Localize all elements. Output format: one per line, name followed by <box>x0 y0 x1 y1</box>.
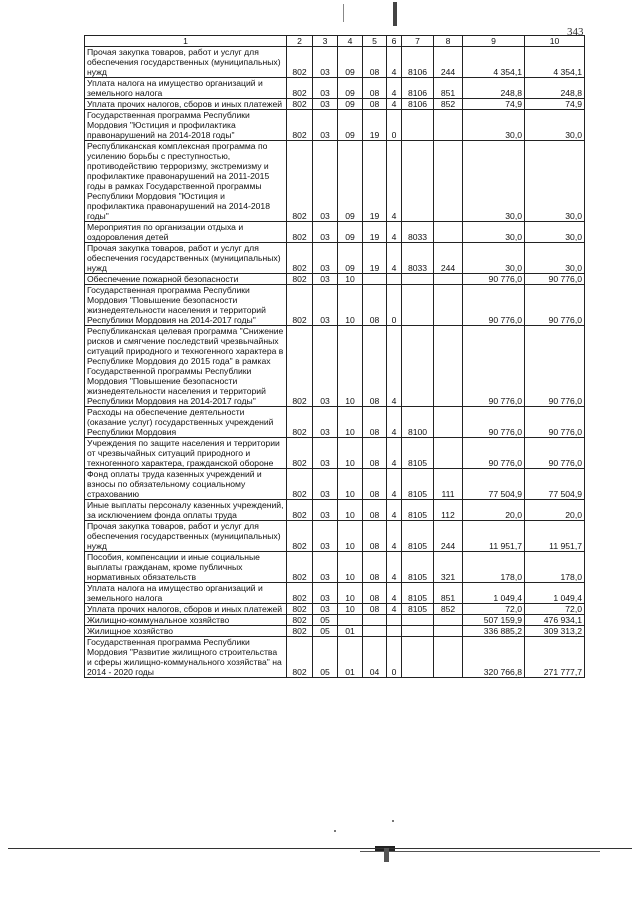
section-cell: 03 <box>313 500 338 521</box>
scan-artifact <box>393 2 397 26</box>
amount-cell: 72,0 <box>525 604 585 615</box>
program-cell: 08 <box>363 521 387 552</box>
table-row <box>85 407 585 438</box>
subsection-cell: 09 <box>338 47 363 78</box>
amount-cell: 90 776,0 <box>463 326 525 407</box>
program-cell: 08 <box>363 326 387 407</box>
subprogram-cell: 4 <box>387 326 402 407</box>
code-cell: 802 <box>287 604 313 615</box>
table-row <box>85 552 585 583</box>
amount-cell: 1 049,4 <box>463 583 525 604</box>
expense-type-cell: 111 <box>434 469 463 500</box>
scan-artifact <box>8 848 632 849</box>
expense-type-cell: 112 <box>434 500 463 521</box>
amount-cell: 90 776,0 <box>525 285 585 326</box>
column-header: 2 <box>287 36 313 47</box>
amount-cell: 74,9 <box>525 99 585 110</box>
target-cell: 8105 <box>402 552 434 583</box>
subprogram-cell: 4 <box>387 141 402 222</box>
program-cell: 08 <box>363 285 387 326</box>
row-name-cell: Прочая закупка товаров, работ и услуг для обеспечения государственных (муниципальных) нужд <box>85 243 287 274</box>
subprogram-cell <box>387 274 402 285</box>
expense-type-cell: 852 <box>434 99 463 110</box>
code-cell: 802 <box>287 243 313 274</box>
subprogram-cell: 0 <box>387 110 402 141</box>
target-cell: 8105 <box>402 583 434 604</box>
section-cell: 03 <box>313 78 338 99</box>
code-cell: 802 <box>287 521 313 552</box>
section-cell: 05 <box>313 637 338 678</box>
amount-cell: 30,0 <box>525 110 585 141</box>
code-cell: 802 <box>287 99 313 110</box>
amount-cell: 476 934,1 <box>525 615 585 626</box>
subprogram-cell: 4 <box>387 407 402 438</box>
code-cell: 802 <box>287 326 313 407</box>
target-cell: 8100 <box>402 407 434 438</box>
table-body <box>85 47 585 678</box>
program-cell: 08 <box>363 604 387 615</box>
program-cell: 08 <box>363 583 387 604</box>
amount-cell: 90 776,0 <box>463 274 525 285</box>
expense-type-cell <box>434 110 463 141</box>
program-cell: 08 <box>363 407 387 438</box>
amount-cell: 336 885,2 <box>463 626 525 637</box>
code-cell: 802 <box>287 626 313 637</box>
expense-type-cell <box>434 285 463 326</box>
subsection-cell: 10 <box>338 407 363 438</box>
expense-type-cell <box>434 141 463 222</box>
scan-artifact <box>384 848 389 862</box>
section-cell: 03 <box>313 604 338 615</box>
section-cell: 03 <box>313 407 338 438</box>
row-name-cell: Пособия, компенсации и иные социальные выплаты гражданам, кроме публичных нормативных обязательств <box>85 552 287 583</box>
row-name-cell: Учреждения по защите населения и территории от чрезвычайных ситуаций природного и техногенного характера, гражданской обороне <box>85 438 287 469</box>
code-cell: 802 <box>287 637 313 678</box>
program-cell: 08 <box>363 552 387 583</box>
amount-cell: 248,8 <box>463 78 525 99</box>
row-name-cell: Государственная программа Республики Мордовия "Развитие жилищного строительства и сферы жилищно-коммунального хозяйства" на 2014 - 2020 годы <box>85 637 287 678</box>
target-cell: 8033 <box>402 222 434 243</box>
code-cell: 802 <box>287 222 313 243</box>
target-cell: 8105 <box>402 469 434 500</box>
subsection-cell: 10 <box>338 285 363 326</box>
section-cell: 03 <box>313 521 338 552</box>
amount-cell: 77 504,9 <box>525 469 585 500</box>
target-cell: 8105 <box>402 521 434 552</box>
section-cell: 05 <box>313 615 338 626</box>
code-cell: 802 <box>287 285 313 326</box>
row-name-cell: Жилищное хозяйство <box>85 626 287 637</box>
expense-type-cell: 244 <box>434 521 463 552</box>
subprogram-cell: 0 <box>387 637 402 678</box>
amount-cell: 11 951,7 <box>525 521 585 552</box>
subsection-cell: 10 <box>338 604 363 615</box>
expense-type-cell: 851 <box>434 583 463 604</box>
subprogram-cell: 4 <box>387 469 402 500</box>
subprogram-cell: 4 <box>387 78 402 99</box>
code-cell: 802 <box>287 110 313 141</box>
amount-cell: 271 777,7 <box>525 637 585 678</box>
section-cell: 03 <box>313 99 338 110</box>
program-cell <box>363 274 387 285</box>
table-row <box>85 326 585 407</box>
row-name-cell: Прочая закупка товаров, работ и услуг для обеспечения государственных (муниципальных) нужд <box>85 521 287 552</box>
subprogram-cell: 4 <box>387 222 402 243</box>
subsection-cell: 09 <box>338 110 363 141</box>
subprogram-cell: 0 <box>387 285 402 326</box>
program-cell <box>363 615 387 626</box>
section-cell: 05 <box>313 626 338 637</box>
program-cell: 19 <box>363 222 387 243</box>
table-row <box>85 500 585 521</box>
section-cell: 03 <box>313 274 338 285</box>
amount-cell: 90 776,0 <box>525 274 585 285</box>
row-name-cell: Республиканская комплексная программа по усилению борьбы с преступностью, противодействию терроризму, экстремизму и профилактике правонарушений на 2011-2015 годы в рамках Государственной программы Республики Мордовия "Юстиция и профилактика правонарушений на 2014-2018 годы" <box>85 141 287 222</box>
expense-type-cell: 244 <box>434 243 463 274</box>
amount-cell: 507 159,9 <box>463 615 525 626</box>
table-row <box>85 110 585 141</box>
column-header: 4 <box>338 36 363 47</box>
program-cell: 08 <box>363 500 387 521</box>
table-row <box>85 274 585 285</box>
subsection-cell: 10 <box>338 583 363 604</box>
expense-type-cell <box>434 615 463 626</box>
section-cell: 03 <box>313 285 338 326</box>
expense-type-cell <box>434 274 463 285</box>
amount-cell: 90 776,0 <box>525 438 585 469</box>
expense-type-cell: 321 <box>434 552 463 583</box>
target-cell: 8105 <box>402 604 434 615</box>
target-cell <box>402 637 434 678</box>
page-number: 343 <box>567 26 584 38</box>
amount-cell: 30,0 <box>463 243 525 274</box>
table-row <box>85 99 585 110</box>
expense-type-cell: 244 <box>434 47 463 78</box>
subsection-cell: 10 <box>338 274 363 285</box>
subprogram-cell: 4 <box>387 583 402 604</box>
amount-cell: 20,0 <box>525 500 585 521</box>
subsection-cell <box>338 615 363 626</box>
budget-table <box>84 35 585 678</box>
row-name-cell: Уплата прочих налогов, сборов и иных платежей <box>85 99 287 110</box>
scan-artifact <box>392 820 394 822</box>
subprogram-cell: 4 <box>387 552 402 583</box>
row-name-cell: Иные выплаты персоналу казенных учреждений, за исключением фонда оплаты труда <box>85 500 287 521</box>
program-cell: 08 <box>363 99 387 110</box>
amount-cell: 72,0 <box>463 604 525 615</box>
subsection-cell: 09 <box>338 141 363 222</box>
amount-cell: 30,0 <box>525 243 585 274</box>
subprogram-cell: 4 <box>387 243 402 274</box>
column-header: 3 <box>313 36 338 47</box>
column-header: 8 <box>434 36 463 47</box>
row-name-cell: Расходы на обеспечение деятельности (оказание услуг) государственных учреждений Республики Мордовия <box>85 407 287 438</box>
table-row <box>85 583 585 604</box>
row-name-cell: Уплата налога на имущество организаций и земельного налога <box>85 78 287 99</box>
target-cell <box>402 141 434 222</box>
subsection-cell: 10 <box>338 469 363 500</box>
expense-type-cell <box>434 438 463 469</box>
subprogram-cell: 4 <box>387 99 402 110</box>
expense-type-cell <box>434 626 463 637</box>
expense-type-cell <box>434 222 463 243</box>
amount-cell: 20,0 <box>463 500 525 521</box>
subsection-cell: 10 <box>338 521 363 552</box>
amount-cell: 77 504,9 <box>463 469 525 500</box>
column-header: 10 <box>525 36 585 47</box>
scan-artifact <box>360 851 600 852</box>
target-cell: 8106 <box>402 47 434 78</box>
column-header: 7 <box>402 36 434 47</box>
row-name-cell: Республиканская целевая программа "Снижение рисков и смягчение последствий чрезвычайных ситуаций природного и техногенного характера в Республике Мордовия до 2015 года" в рамках Государственной программы Республики Мордовия "Повышение безопасности жизнедеятельности населения и территорий Республики Мордовия на 2014-2017 годы" <box>85 326 287 407</box>
code-cell: 802 <box>287 47 313 78</box>
header-row <box>85 36 585 47</box>
section-cell: 03 <box>313 243 338 274</box>
table-row <box>85 438 585 469</box>
program-cell: 19 <box>363 243 387 274</box>
amount-cell: 178,0 <box>525 552 585 583</box>
target-cell: 8105 <box>402 500 434 521</box>
expense-type-cell: 851 <box>434 78 463 99</box>
section-cell: 03 <box>313 552 338 583</box>
row-name-cell: Государственная программа Республики Мордовия "Юстиция и профилактика правонарушений на 2014-2018 годы" <box>85 110 287 141</box>
scan-artifact <box>334 830 336 832</box>
subsection-cell: 10 <box>338 500 363 521</box>
expense-type-cell <box>434 637 463 678</box>
program-cell: 08 <box>363 469 387 500</box>
amount-cell: 30,0 <box>525 222 585 243</box>
table-row <box>85 78 585 99</box>
row-name-cell: Уплата налога на имущество организаций и земельного налога <box>85 583 287 604</box>
table-row <box>85 47 585 78</box>
table-row <box>85 637 585 678</box>
program-cell: 19 <box>363 141 387 222</box>
amount-cell: 90 776,0 <box>463 407 525 438</box>
section-cell: 03 <box>313 583 338 604</box>
amount-cell: 1 049,4 <box>525 583 585 604</box>
table-row <box>85 521 585 552</box>
section-cell: 03 <box>313 110 338 141</box>
program-cell: 08 <box>363 438 387 469</box>
subprogram-cell: 4 <box>387 521 402 552</box>
expense-type-cell: 852 <box>434 604 463 615</box>
code-cell: 802 <box>287 438 313 469</box>
amount-cell: 11 951,7 <box>463 521 525 552</box>
column-header: 1 <box>85 36 287 47</box>
subprogram-cell: 4 <box>387 500 402 521</box>
column-header: 9 <box>463 36 525 47</box>
section-cell: 03 <box>313 141 338 222</box>
amount-cell: 248,8 <box>525 78 585 99</box>
expense-type-cell <box>434 407 463 438</box>
section-cell: 03 <box>313 469 338 500</box>
amount-cell: 4 354,1 <box>525 47 585 78</box>
subprogram-cell <box>387 626 402 637</box>
code-cell: 802 <box>287 407 313 438</box>
subsection-cell: 09 <box>338 222 363 243</box>
target-cell <box>402 626 434 637</box>
amount-cell: 320 766,8 <box>463 637 525 678</box>
amount-cell: 90 776,0 <box>463 285 525 326</box>
target-cell: 8106 <box>402 99 434 110</box>
amount-cell: 90 776,0 <box>463 438 525 469</box>
row-name-cell: Жилищно-коммунальное хозяйство <box>85 615 287 626</box>
subsection-cell: 10 <box>338 326 363 407</box>
subsection-cell: 09 <box>338 78 363 99</box>
column-header: 6 <box>387 36 402 47</box>
amount-cell: 90 776,0 <box>525 326 585 407</box>
expense-type-cell <box>434 326 463 407</box>
section-cell: 03 <box>313 222 338 243</box>
target-cell <box>402 110 434 141</box>
section-cell: 03 <box>313 326 338 407</box>
code-cell: 802 <box>287 500 313 521</box>
amount-cell: 30,0 <box>525 141 585 222</box>
code-cell: 802 <box>287 78 313 99</box>
target-cell <box>402 326 434 407</box>
scan-artifact <box>343 4 344 22</box>
section-cell: 03 <box>313 438 338 469</box>
amount-cell: 309 313,2 <box>525 626 585 637</box>
table-header <box>85 36 585 47</box>
subprogram-cell: 4 <box>387 47 402 78</box>
subprogram-cell <box>387 615 402 626</box>
code-cell: 802 <box>287 583 313 604</box>
table-row <box>85 469 585 500</box>
target-cell: 8106 <box>402 78 434 99</box>
program-cell: 04 <box>363 637 387 678</box>
code-cell: 802 <box>287 615 313 626</box>
amount-cell: 90 776,0 <box>525 407 585 438</box>
subprogram-cell: 4 <box>387 438 402 469</box>
code-cell: 802 <box>287 469 313 500</box>
subprogram-cell: 4 <box>387 604 402 615</box>
row-name-cell: Государственная программа Республики Мордовия "Повышение безопасности жизнедеятельности населения и территорий Республики Мордовия на 2014-2017 годы" <box>85 285 287 326</box>
row-name-cell: Прочая закупка товаров, работ и услуг для обеспечения государственных (муниципальных) нужд <box>85 47 287 78</box>
subsection-cell: 09 <box>338 243 363 274</box>
program-cell <box>363 626 387 637</box>
amount-cell: 4 354,1 <box>463 47 525 78</box>
row-name-cell: Обеспечение пожарной безопасности <box>85 274 287 285</box>
table-row <box>85 141 585 222</box>
row-name-cell: Фонд оплаты труда казенных учреждений и взносы по обязательному социальному страхованию <box>85 469 287 500</box>
table-row <box>85 604 585 615</box>
subsection-cell: 10 <box>338 438 363 469</box>
target-cell: 8033 <box>402 243 434 274</box>
amount-cell: 30,0 <box>463 141 525 222</box>
program-cell: 08 <box>363 47 387 78</box>
amount-cell: 74,9 <box>463 99 525 110</box>
column-header: 5 <box>363 36 387 47</box>
target-cell <box>402 285 434 326</box>
table-row <box>85 222 585 243</box>
row-name-cell: Уплата прочих налогов, сборов и иных платежей <box>85 604 287 615</box>
target-cell <box>402 615 434 626</box>
code-cell: 802 <box>287 274 313 285</box>
table-row <box>85 243 585 274</box>
table-row <box>85 626 585 637</box>
subsection-cell: 09 <box>338 99 363 110</box>
subsection-cell: 01 <box>338 626 363 637</box>
code-cell: 802 <box>287 141 313 222</box>
amount-cell: 30,0 <box>463 222 525 243</box>
amount-cell: 30,0 <box>463 110 525 141</box>
code-cell: 802 <box>287 552 313 583</box>
section-cell: 03 <box>313 47 338 78</box>
target-cell: 8105 <box>402 438 434 469</box>
table-row <box>85 615 585 626</box>
amount-cell: 178,0 <box>463 552 525 583</box>
row-name-cell: Мероприятия по организации отдыха и оздоровления детей <box>85 222 287 243</box>
subsection-cell: 10 <box>338 552 363 583</box>
subsection-cell: 01 <box>338 637 363 678</box>
target-cell <box>402 274 434 285</box>
program-cell: 19 <box>363 110 387 141</box>
program-cell: 08 <box>363 78 387 99</box>
table-row <box>85 285 585 326</box>
